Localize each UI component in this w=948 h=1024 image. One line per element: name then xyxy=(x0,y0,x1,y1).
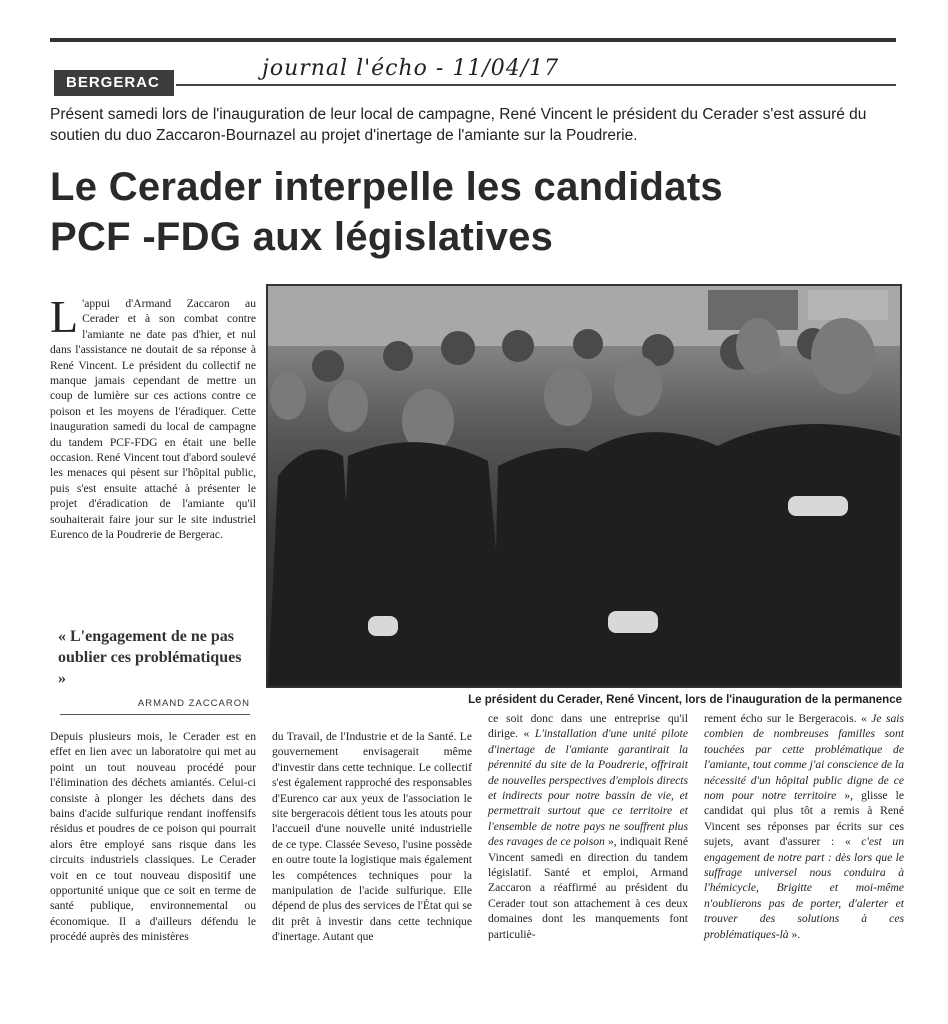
column-3-text-a: ce soit donc dans une entreprise qu'il dirige. « xyxy=(488,712,688,741)
article-photo xyxy=(266,284,902,688)
column-4-quote-2: c'est un engagement de notre part : dès lors que le suffrage universel nous conduira à l'hémicycle, Brigitte et moi-même n'oublierons pas de porter, d'alerter et trouver des solutions à ces problématiques-là xyxy=(704,835,904,941)
column-1-bottom: Depuis plusieurs mois, le Cerader est en effet en lien avec un laboratoire qui met au point un tout nouveau procédé pour l'élimination des déchets amiantés. Celui-ci consiste à plonger les déchets dans des bains d'acide sulfurique rendant inoffensifs résidus et poudres de ce poison qui pourrait alors être employé sans risque dans les circuits industriels classiques. Le Cerader voit en ce tout nouveau dispositif une opportunité unique que ce soit en terme de santé publique, environnemental ou économique. Il a d'ailleurs défendu le procédé auprès des ministères xyxy=(50,730,256,944)
handwritten-note: journal l'écho - 11/04/17 xyxy=(262,56,560,81)
column-1-top xyxy=(50,291,256,543)
headline-line-1: Le Cerader interpelle les candidats xyxy=(50,165,723,209)
column-3-quote: L'installation d'une unité pilote d'inertage de l'amiante garantirait la pérennité du site de la Poudrerie, offrirait de nouvelles perspectives d'emplois directs et indirects pour notre bassin de vie, et permettrait surtout que ce territoire et l'ensemble de notre pays ne souffrent plus des ravages de ce poison xyxy=(488,727,688,849)
column-1-top-text: 'appui d'Armand Zaccaron au Cerader et à son combat contre l'amiante ne date pas d'hier, et nul dans l'assistance ne doutait de sa réponse à René Vincent. Le président du collectif ne manque jamais cependant de mettre un coup de lumière sur ces actions contre ce poison et les moyens de l'éradiquer. Cette inauguration samedi du local de campagne du tandem PCF-FDG en était une belle occasion. René Vincent tout d'abord soulevé les menaces qui pèsent sur l'hôpital public, puis s'est ensuite attaché à présenter le projet d'éradication de l'amiante qu'il souhaiterait faire jour sur le site industriel Eurenco de la Poudrerie de Bergerac. xyxy=(50,297,256,542)
pull-quote-author: ARMAND ZACCARON xyxy=(137,698,250,709)
column-3 xyxy=(488,711,688,942)
article-lead: Présent samedi lors de l'inauguration de leur local de campagne, René Vincent le président du Cerader s'est assuré du soutien du duo Zaccaron-Bournazel au projet d'inertage de l'amiante sur la Poudrerie. xyxy=(50,106,867,144)
top-rule xyxy=(50,38,896,42)
section-tag: BERGERAC xyxy=(54,70,174,96)
photo-caption: Le président du Cerader, René Vincent, lors de l'inauguration de la permanence xyxy=(468,694,902,706)
drop-cap: L xyxy=(50,291,79,342)
column-4-text-b: », glisse le candidat qui plus tôt a remis à René Vincent ses réponses par écrits sur ces sujets, avant d'assurer : « xyxy=(704,789,905,849)
headline-line-2: PCF -FDG aux législatives xyxy=(50,215,554,259)
headline xyxy=(50,162,900,262)
column-4 xyxy=(704,711,904,942)
pull-quote-rule xyxy=(60,714,250,715)
photo-crowd-illustration xyxy=(268,286,900,686)
column-4-text-c: ». xyxy=(788,927,801,941)
column-3-text-b: », indiquait René Vincent samedi en direction du tandem législatif. Santé et emploi, Armand Zaccaron a réaffirmé au président du Cerader tout son attachement à ces deux domaines dont les manquements font particuliè- xyxy=(488,835,688,941)
column-4-text-a: rement écho sur le Bergeracois. « xyxy=(704,712,872,725)
column-4-quote-1: Je sais combien de nombreuses familles sont touchées par cette problématique de l'amiante, tout comme j'ai conscience de la nécessité d'un hôpital public digne de ce nom pour notre territoire xyxy=(704,712,904,803)
section-rule xyxy=(176,84,896,86)
column-2: du Travail, de l'Industrie et de la Santé. Le gouvernement envisagerait même d'investir dans cette technique. Le collectif s'est également rapproché des responsables d'Eurenco car aux yeux de l'association le site bergeracois détient tous les atouts pour l'accueil d'une nouvelle unité industrielle de ce type. Classée Seveso, l'usine possède en outre toute la logistique mais également les compétences techniques pour la manipulation de l'acide sulfurique. Elle dépend de plus des services de l'État qui se dit prêt à investir dans cette technique d'inertage. Autant que xyxy=(272,730,472,944)
pull-quote: « L'engagement de ne pas oublier ces problématiques » xyxy=(58,628,242,687)
